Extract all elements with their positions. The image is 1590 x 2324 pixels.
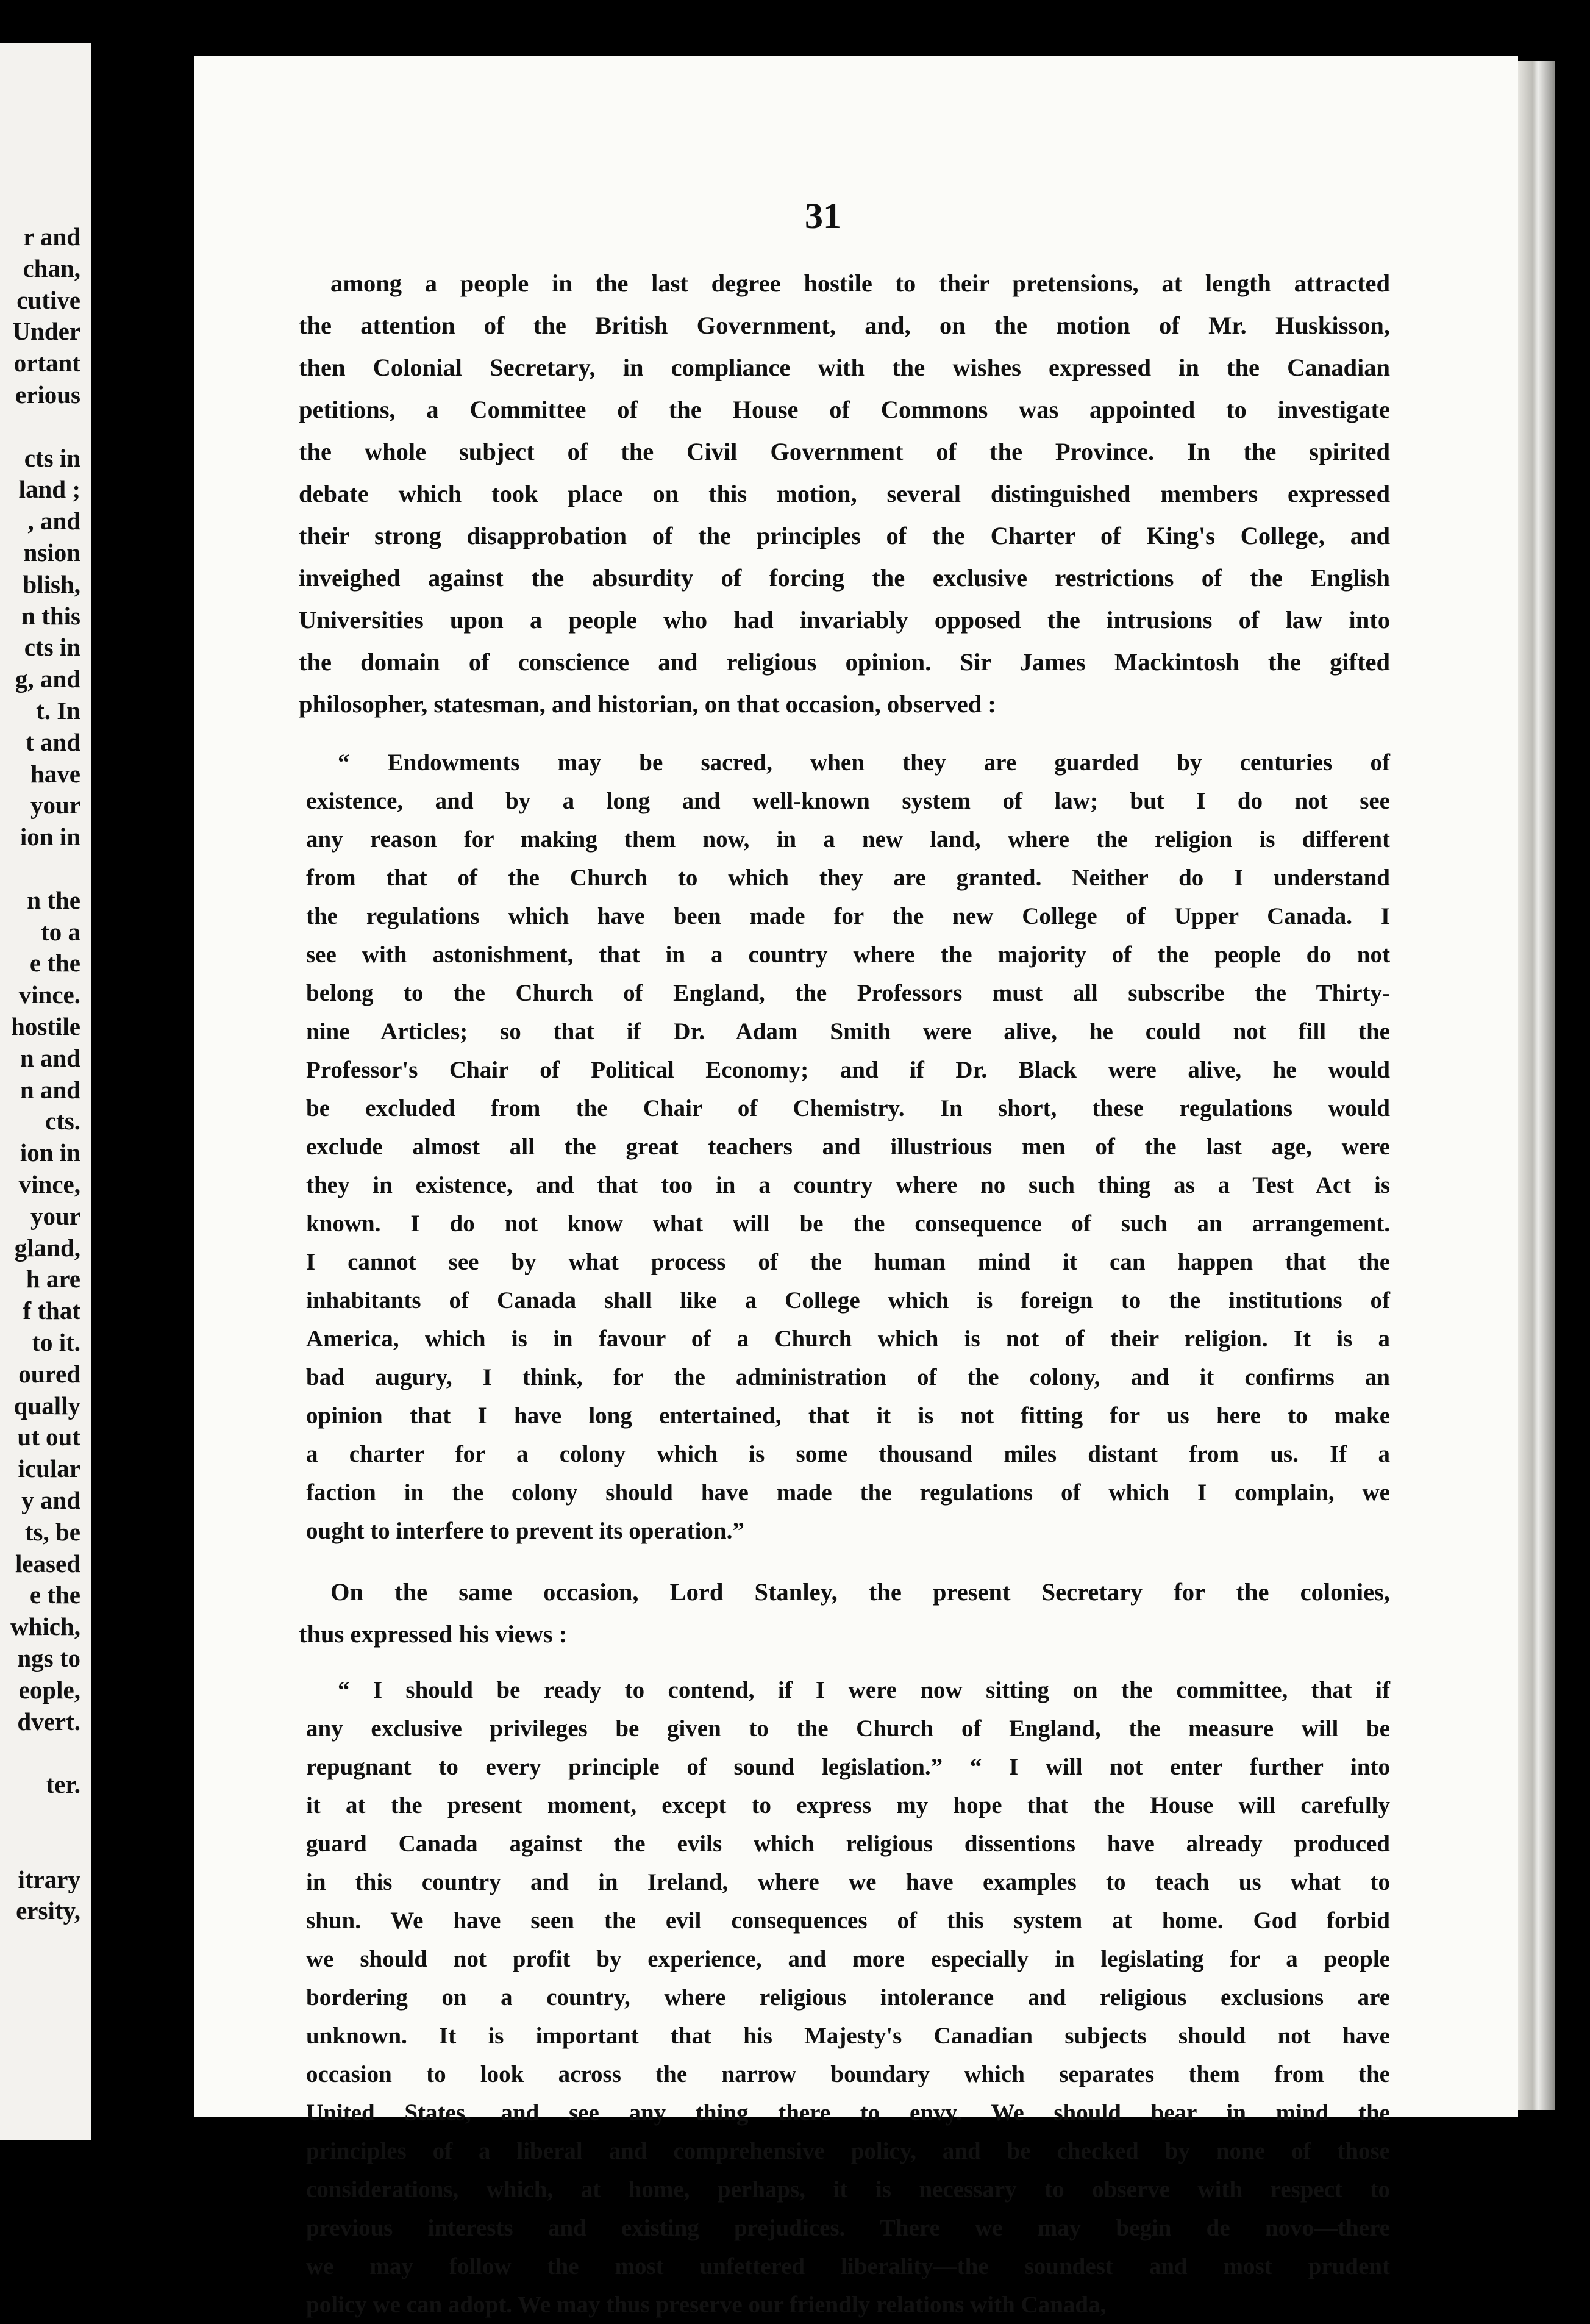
facing-page-fragment: e the <box>29 1581 80 1609</box>
page-edge-shading <box>1518 61 1555 2110</box>
facing-page-fragment: Under <box>12 317 80 346</box>
text-line: faction in the colony should have made the regulations of which I complain, we <box>306 1479 1390 1506</box>
text-line: principles of a liberal and comprehensive policy, and be checked by none of those <box>306 2138 1390 2164</box>
facing-page-fragment: cts in <box>24 633 80 662</box>
facing-page-fragment: f that <box>23 1296 80 1325</box>
facing-page-fragment: t and <box>25 728 80 756</box>
text-line: occasion to look across the narrow boundary which separates them from the <box>306 2061 1390 2087</box>
facing-page-fragment: h are <box>26 1265 80 1293</box>
facing-page-fragment: cts in <box>24 443 80 472</box>
facing-page-fragment: ion in <box>20 1139 80 1167</box>
text-line: On the same occasion, Lord Stanley, the present Secretary for the colonies, <box>330 1578 1390 1606</box>
page-number: 31 <box>805 196 841 236</box>
text-line: previous interests and existing prejudices. There we may begin de novo—there <box>306 2215 1390 2241</box>
facing-page-fragment: ersity, <box>16 1897 80 1925</box>
text-line: guard Canada against the evils which religious dissentions have already produced <box>306 1831 1390 1857</box>
text-line: considerations, which, at home, perhaps, it is necessary to observe with respect to <box>306 2176 1390 2203</box>
facing-page-fragment: g, and <box>15 665 80 693</box>
text-line: in this country and in Ireland, where we have examples to teach us what to <box>306 1869 1390 1895</box>
text-line: a charter for a colony which is some thousand miles distant from us. If a <box>306 1441 1390 1467</box>
text-line: bad augury, I think, for the administration of the colony, and it confirms an <box>306 1364 1390 1390</box>
facing-page-fragment: ut out <box>17 1423 80 1451</box>
facing-page-fragment: cts. <box>45 1107 80 1135</box>
facing-page-fragment: to it. <box>32 1328 80 1356</box>
text-line: they in existence, and that too in a country where no such thing as a Test Act is <box>306 1172 1390 1198</box>
text-line: bordering on a country, where religious intolerance and religious exclusions are <box>306 1984 1390 2011</box>
facing-page-fragment: t. In <box>36 696 80 724</box>
facing-page-fragment: to a <box>41 917 80 946</box>
facing-page-fragment: n this <box>21 601 80 630</box>
facing-page-fragment: ion in <box>20 823 80 851</box>
text-line: then Colonial Secretary, in compliance with the wishes expressed in the Canadian <box>299 354 1390 381</box>
facing-page-fragment: ortant <box>13 349 80 377</box>
text-line: the whole subject of the Civil Government of the Province. In the spirited <box>299 438 1390 465</box>
text-line: I cannot see by what process of the human mind it can happen that the <box>306 1249 1390 1275</box>
facing-page-fragment: nsion <box>23 538 80 567</box>
facing-page-fragment: , and <box>27 507 80 535</box>
quote-stanley <box>306 1671 1390 2324</box>
text-line: ought to interfere to prevent its operation.” <box>306 1518 744 1544</box>
facing-page-fragment: e the <box>29 949 80 978</box>
text-line: we may follow the most unfettered liberality—the soundest and most prudent <box>306 2253 1390 2279</box>
text-line: repugnant to every principle of sound legislation.” “ I will not enter further into <box>306 1754 1390 1780</box>
facing-page-fragment: gland, <box>14 1233 80 1262</box>
text-line: from that of the Church to which they are granted. Neither do I understand <box>306 865 1390 891</box>
text-line: unknown. It is important that his Majesty's Canadian subjects should not have <box>306 2023 1390 2049</box>
page-text <box>299 262 1390 2324</box>
facing-page-fragment: blish, <box>23 570 80 598</box>
text-line: the domain of conscience and religious opinion. Sir James Mackintosh the gifted <box>299 648 1390 676</box>
facing-page-fragment: chan, <box>23 254 80 282</box>
facing-page-fragment: qually <box>13 1391 80 1420</box>
text-line: debate which took place on this motion, several distinguished members expressed <box>299 480 1390 507</box>
text-line: any exclusive privileges be given to the Church of England, the measure will be <box>306 1715 1390 1742</box>
facing-page-fragment: r and <box>23 223 80 251</box>
text-line: shun. We have seen the evil consequences of this system at home. God forbid <box>306 1907 1390 1934</box>
text-line: America, which is in favour of a Church which is not of their religion. It is a <box>306 1326 1390 1352</box>
facing-page-fragment: vince. <box>18 981 80 1009</box>
text-line: the regulations which have been made for the new College of Upper Canada. I <box>306 903 1390 929</box>
text-line: we should not profit by experience, and more especially in legislating for a people <box>306 1946 1390 1972</box>
facing-page-fragment: erious <box>15 381 80 409</box>
text-line: any reason for making them now, in a new land, where the religion is different <box>306 826 1390 853</box>
facing-page-fragment: ts, be <box>24 1517 80 1546</box>
facing-page-fragment: eople, <box>18 1675 80 1704</box>
facing-page-fragment: your <box>30 791 80 820</box>
facing-page-fragment: vince, <box>18 1170 80 1198</box>
facing-page-fragment: icular <box>18 1454 80 1483</box>
text-line: exclude almost all the great teachers and illustrious men of the last age, were <box>306 1134 1390 1160</box>
facing-page-fragment: hostile <box>11 1012 80 1040</box>
text-line: nine Articles; so that if Dr. Adam Smith were alive, he could not fill the <box>306 1018 1390 1045</box>
facing-page-edge <box>0 43 91 2140</box>
text-line: their strong disapprobation of the principles of the Charter of King's College, and <box>299 522 1390 549</box>
facing-page-fragment: y and <box>21 1486 80 1514</box>
text-line: petitions, a Committee of the House of Commons was appointed to investigate <box>299 396 1390 423</box>
facing-page-fragment: dvert. <box>17 1707 80 1736</box>
facing-page-fragment: n and <box>20 1075 80 1104</box>
text-line: known. I do not know what will be the consequence of such an arrangement. <box>306 1210 1390 1237</box>
text-line: the attention of the British Government, and, on the motion of Mr. Huskisson, <box>299 312 1390 339</box>
text-line: among a people in the last degree hostile to their pretensions, at length attracted <box>330 270 1390 297</box>
text-line: inhabitants of Canada shall like a College which is foreign to the institutions of <box>306 1287 1390 1314</box>
facing-page-fragment: your <box>30 1201 80 1230</box>
text-line: United States, and see any thing there to envy. We should bear in mind the <box>306 2100 1390 2126</box>
facing-page-fragment: leased <box>15 1549 80 1578</box>
quote-mackintosh <box>306 743 1390 1550</box>
facing-page-fragment: which, <box>10 1612 80 1641</box>
text-line: “ Endowments may be sacred, when they are guarded by centuries of <box>338 749 1390 776</box>
text-line: “ I should be ready to contend, if I were now sitting on the committee, that if <box>338 1677 1390 1703</box>
paragraph-stanley-intro <box>299 1571 1390 1655</box>
facing-page-fragment: land ; <box>18 475 80 504</box>
text-line: belong to the Church of England, the Professors must all subscribe the Thirty- <box>306 980 1390 1006</box>
text-line: inveighed against the absurdity of forcing the exclusive restrictions of the English <box>299 564 1390 592</box>
facing-page-fragment: ter. <box>46 1770 80 1799</box>
text-line: philosopher, statesman, and historian, on that occasion, observed : <box>299 690 996 718</box>
text-line: see with astonishment, that in a country where the majority of the people do not <box>306 942 1390 968</box>
text-line: thus expressed his views : <box>299 1620 568 1648</box>
text-line: existence, and by a long and well-known system of law; but I do not see <box>306 788 1390 814</box>
facing-page-fragment: n and <box>20 1043 80 1072</box>
text-line: opinion that I have long entertained, that it is not fitting for us here to make <box>306 1403 1390 1429</box>
text-line: Universities upon a people who had invariably opposed the intrusions of law into <box>299 606 1390 634</box>
facing-page-fragment: have <box>30 759 80 788</box>
facing-page-fragment: n the <box>27 885 80 914</box>
text-line: be excluded from the Chair of Chemistry. In short, these regulations would <box>306 1095 1390 1121</box>
facing-page-fragment: ngs to <box>17 1644 80 1672</box>
text-line: Professor's Chair of Political Economy; and if Dr. Black were alive, he would <box>306 1057 1390 1083</box>
facing-page-fragment: cutive <box>16 285 80 314</box>
facing-page-fragment: itrary <box>18 1865 80 1893</box>
text-line: policy we can adopt. We may thus preserve our friendly relations with Canada, <box>306 2292 1107 2318</box>
text-line: it at the present moment, except to express my hope that the House will carefully <box>306 1792 1390 1818</box>
facing-page-fragment: oured <box>18 1359 80 1388</box>
paragraph-intro <box>299 262 1390 725</box>
